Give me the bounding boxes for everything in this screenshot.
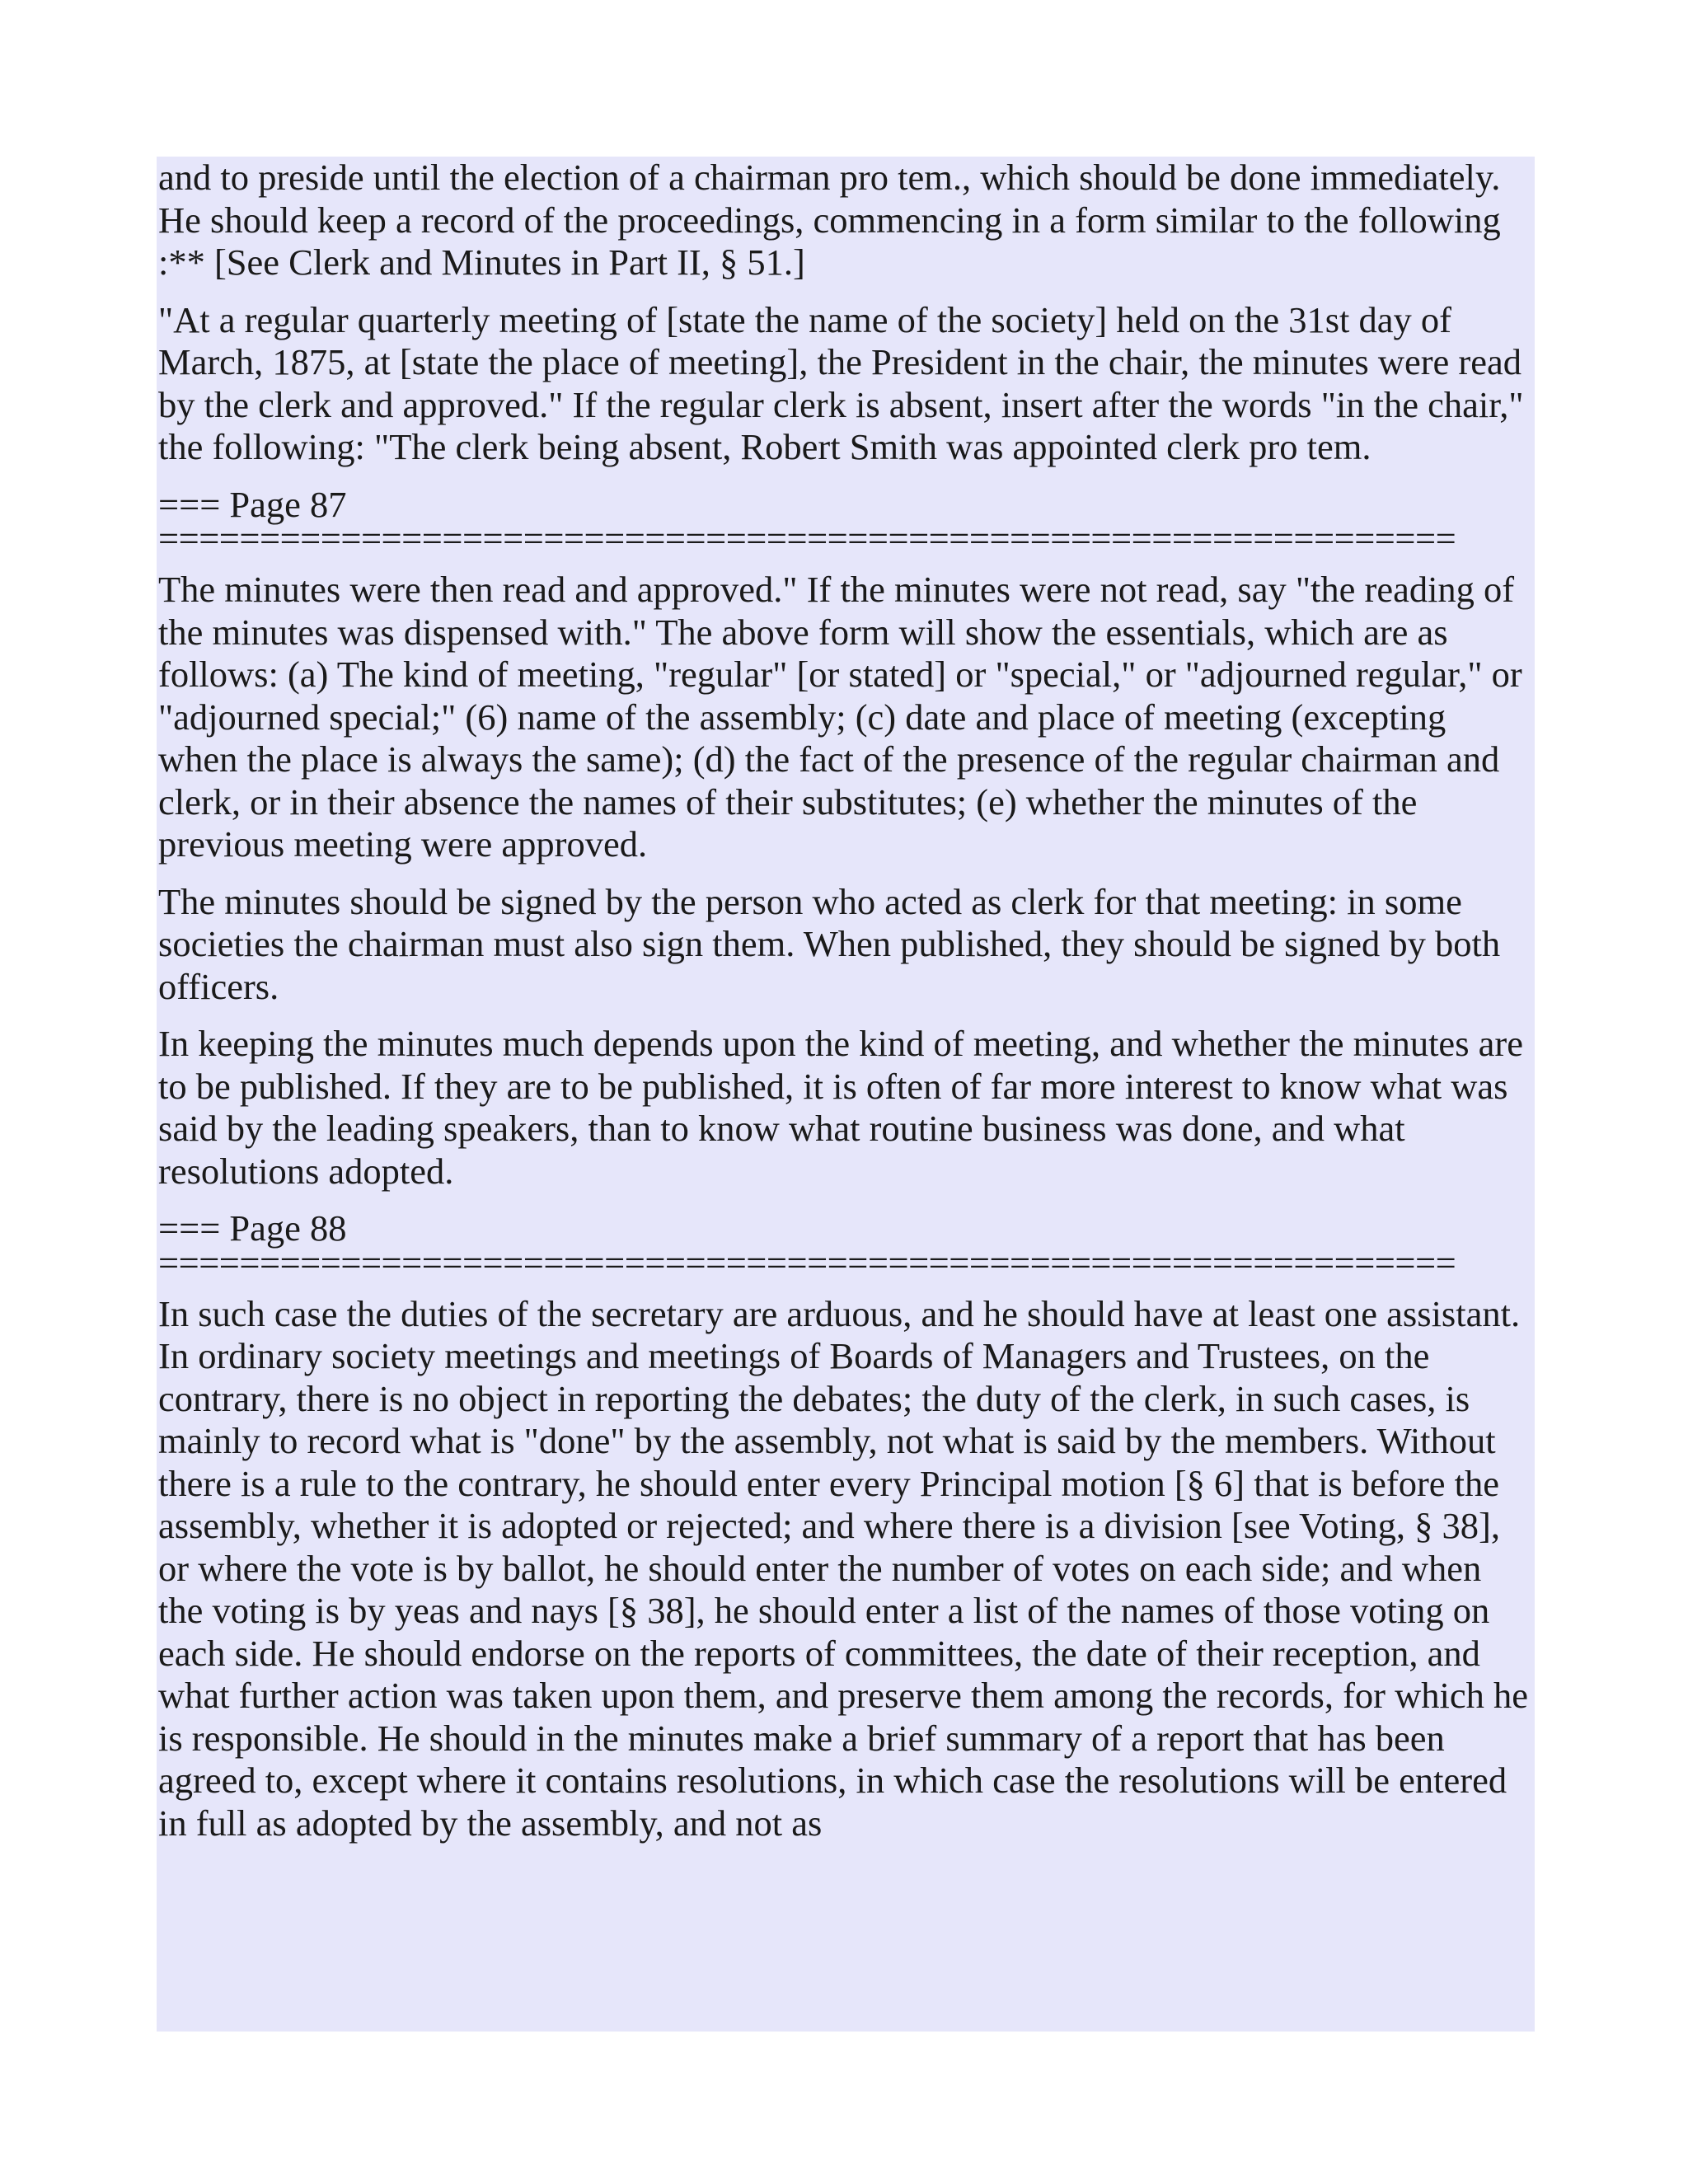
paragraph-minutes-signing: The minutes should be signed by the person who acted as clerk for that meeting: in some societies the chairman must also sign them. When published, they should be signed by both officers. — [158, 880, 1501, 1007]
page-separator-rule: ================================================================ — [158, 526, 1456, 554]
paragraph-secretary-duties: In such case the duties of the secretary are arduous, and he should have at least one assistant. In ordinary society meetings and meetings of Boards of Managers and Trustees, on the contrary, there is no object in reporting the debates; the duty of the clerk, in such cases, is mainly to record what is "done" by the assembly, not what is said by the members. Without there is a rule to the contrary, he should enter every Principal motion [§ 6] that is before the assembly, whether it is adopted or rejected; and where there is a division [see Voting, § 38], or where the vote is by ballot, he should enter the number of votes on each side; and when the voting is by yeas and nays [§ 38], he should enter a list of the names of those voting on each side. He should endorse on the reports of committees, the date of their reception, and what further action was taken upon them, and preserve them among the records, for which he is responsible. He should in the minutes make a brief summary of a report that has been agreed to, except where it contains resolutions, in which case the resolutions will be entered in full as adopted by the assembly, and not as — [158, 1292, 1528, 1844]
page-separator-rule: ================================================================ — [158, 1249, 1456, 1278]
paragraph-minutes-essentials: The minutes were then read and approved." If the minutes were not read, say "the reading of the minutes was dispensed with." The above form will show the essentials, which are as follows: (a) The kind of meeting, "regular" [or stated] or "special," or "adjourned regular," or "adjourned special;" (6) name of the assembly; (c) date and place of meeting (excepting when the place is always the same); (d) the fact of the presence of the regular chairman and clerk, or in their absence the names of their substitutes; (e) whether the minutes of the previous meeting were approved. — [158, 569, 1522, 865]
document-text-block — [157, 157, 1535, 2032]
paragraph-minutes-form-example: "At a regular quarterly meeting of [state the name of the society] held on the 31st day of March, 1875, at [state the place of meeting], the President in the chair, the minutes were read by the clerk and approved." If the regular clerk is absent, insert after the words "in the chair," the following: "The clerk being absent, Robert Smith was appointed clerk pro tem. — [158, 298, 1524, 467]
page-marker-88: === Page 88 — [158, 1207, 347, 1249]
paragraph-chairman-pro-tem: and to preside until the election of a chairman pro tem., which should be done immediately. He should keep a record of the proceedings, commencing in a form similar to the following :** [See Clerk and Minutes in Part II, § 51.] — [158, 157, 1501, 283]
page-marker-87: === Page 87 — [158, 483, 347, 525]
paragraph-keeping-minutes: In keeping the minutes much depends upon the kind of meeting, and whether the minutes are to be published. If they are to be published, it is often of far more interest to know what was said by the leading speakers, than to know what routine business was done, and what resolutions adopted. — [158, 1023, 1523, 1192]
